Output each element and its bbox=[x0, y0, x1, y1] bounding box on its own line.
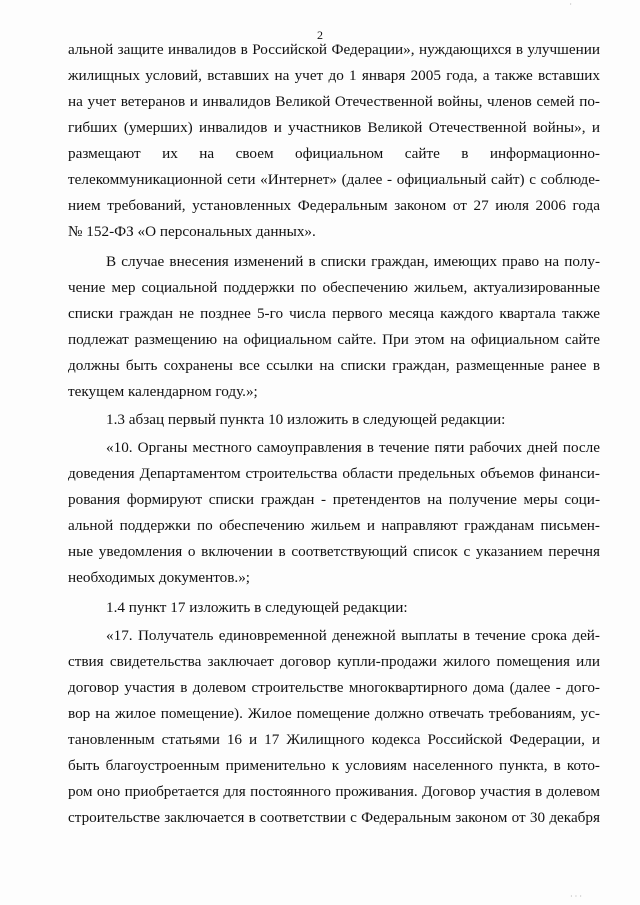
text-line: строительстве заключается в соответствии с Федеральным законом от 30 декабря bbox=[68, 809, 600, 826]
text-line: доведения Департаментом строительства области предельных объемов финанси- bbox=[68, 465, 600, 482]
text-line: телекоммуникационной сети «Интернет» (далее - официальный сайт) с соблюде- bbox=[68, 171, 600, 188]
text-line: альной поддержки по обеспечению жильем и направляют гражданам письмен- bbox=[68, 517, 600, 534]
paragraph-first-line: 1.4 пункт 17 изложить в следующей редакции: bbox=[106, 599, 408, 616]
text-line: быть благоустроенным применительно к условиям населенного пункта, в кото- bbox=[68, 757, 600, 774]
paragraph-first-line: «17. Получатель единовременной денежной выплаты в течение срока дей- bbox=[106, 627, 600, 644]
paragraph-first-line: В случае внесения изменений в списки граждан, имеющих право на полу- bbox=[106, 253, 600, 270]
text-line: нием требований, установленных Федеральным законом от 27 июля 2006 года bbox=[68, 197, 600, 214]
text-line: жилищных условий, вставших на учет до 1 января 2005 года, а также вставших bbox=[68, 67, 600, 84]
paragraph-first-line: 1.3 абзац первый пункта 10 изложить в следующей редакции: bbox=[106, 411, 506, 428]
text-line: гибших (умерших) инвалидов и участников Великой Отечественной войны», и bbox=[68, 119, 600, 136]
text-line: договор участия в долевом строительстве многоквартирного дома (далее - дого- bbox=[68, 679, 600, 696]
page-number: 2 bbox=[317, 28, 323, 42]
text-line: на учет ветеранов и инвалидов Великой Отечественной войны, членов семей по- bbox=[68, 93, 600, 110]
text-line: вор на жилое помещение). Жилое помещение должно отвечать требованиям, ус- bbox=[68, 705, 600, 722]
text-line: необходимых документов.»; bbox=[68, 569, 251, 586]
text-line: чение мер социальной поддержки по обеспечению жильем, актуализированные bbox=[68, 279, 600, 296]
text-line: альной защите инвалидов в Российской Федерации», нуждающихся в улучшении bbox=[68, 41, 600, 58]
text-line: № 152-ФЗ «О персональных данных». bbox=[68, 223, 316, 240]
text-line: ные уведомления о включении в соответствующий список с указанием перечня bbox=[68, 543, 600, 560]
scan-artifact: · bbox=[569, 0, 572, 9]
scan-artifact: · · · bbox=[570, 892, 582, 901]
text-line: тановленным статьями 16 и 17 Жилищного кодекса Российской Федерации, и bbox=[68, 731, 600, 748]
text-line: ствия свидетельства заключает договор купли-продажи жилого помещения или bbox=[68, 653, 600, 670]
text-line: списки граждан не позднее 5-го числа первого месяца каждого квартала также bbox=[68, 305, 600, 322]
text-line: размещают их на своем официальном сайте в информационно- bbox=[68, 145, 600, 162]
text-line: подлежат размещению на официальном сайте. При этом на официальном сайте bbox=[68, 331, 600, 348]
text-line: рования формируют списки граждан - претендентов на получение меры соци- bbox=[68, 491, 600, 508]
paragraph-first-line: «10. Органы местного самоуправления в течение пяти рабочих дней после bbox=[106, 439, 600, 456]
text-line: ром оно приобретается для постоянного проживания. Договор участия в долевом bbox=[68, 783, 600, 800]
text-line: должны быть сохранены все ссылки на списки граждан, размещенные ранее в bbox=[68, 357, 600, 374]
text-line: текущем календарном году.»; bbox=[68, 383, 258, 400]
